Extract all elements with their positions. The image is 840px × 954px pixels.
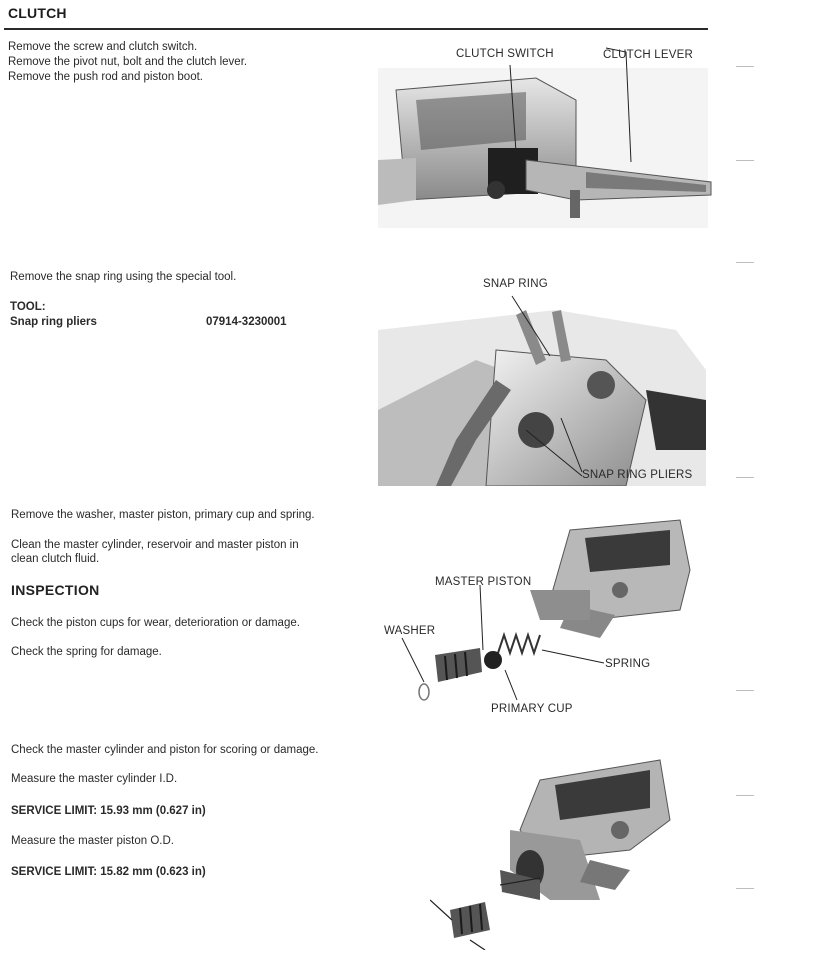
service-limit-cylinder: SERVICE LIMIT: 15.93 mm (0.627 in): [11, 805, 206, 817]
header-rule: [4, 28, 708, 30]
snap-ring-step: Remove the snap ring using the special tool.: [10, 271, 237, 283]
label-spring: SPRING: [605, 658, 651, 670]
inspect-scoring: Check the master cylinder and piston for scoring or damage.: [11, 744, 319, 756]
label-snap-ring-pliers: SNAP RING PLIERS: [582, 469, 693, 481]
label-washer: WASHER: [384, 625, 436, 637]
label-master-piston: MASTER PISTON: [435, 576, 532, 588]
clutch-lever-photo: [376, 40, 716, 240]
inspect-cups: Check the piston cups for wear, deterioration or damage.: [11, 617, 300, 629]
removal-step-3: Remove the push rod and piston boot.: [8, 71, 203, 83]
label-clutch-switch: CLUTCH SWITCH: [456, 48, 554, 60]
inspection-heading: INSPECTION: [11, 582, 100, 598]
snap-ring-photo: [376, 290, 710, 486]
margin-tick: [736, 66, 754, 67]
measure-piston-od: Measure the master piston O.D.: [11, 835, 174, 847]
margin-tick: [736, 160, 754, 161]
service-limit-piston: SERVICE LIMIT: 15.82 mm (0.623 in): [11, 866, 206, 878]
label-snap-ring: SNAP RING: [483, 278, 548, 290]
margin-tick: [736, 262, 754, 263]
label-clutch-lever: CLUTCH LEVER: [603, 49, 693, 61]
label-primary-cup: PRIMARY CUP: [491, 703, 573, 715]
clean-step-line-2: clean clutch fluid.: [11, 553, 100, 565]
tool-name: Snap ring pliers: [10, 316, 97, 328]
margin-tick: [736, 690, 754, 691]
clean-step-line-1: Clean the master cylinder, reservoir and master piston in: [11, 539, 299, 551]
removal-step-1: Remove the screw and clutch switch.: [8, 41, 198, 53]
margin-tick: [736, 477, 754, 478]
margin-tick: [736, 888, 754, 889]
washer-removal-step: Remove the washer, master piston, primary cup and spring.: [11, 509, 315, 521]
cylinder-measurement-photo: [430, 750, 710, 950]
inspect-spring: Check the spring for damage.: [11, 646, 162, 658]
removal-step-2: Remove the pivot nut, bolt and the clutch lever.: [8, 56, 248, 68]
section-title: CLUTCH: [8, 5, 67, 21]
tool-heading: TOOL:: [10, 301, 46, 313]
margin-tick: [736, 795, 754, 796]
tool-number: 07914-3230001: [206, 316, 287, 328]
master-piston-exploded-photo: [380, 510, 710, 720]
measure-cylinder-id: Measure the master cylinder I.D.: [11, 773, 178, 785]
